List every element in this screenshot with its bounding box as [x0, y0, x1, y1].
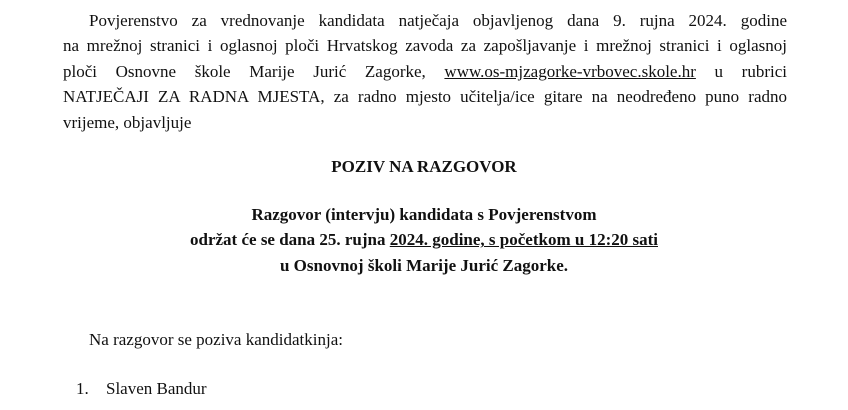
list-item — [76, 379, 207, 399]
details-time-text: 2024. godine, s početkom u 12:20 sati — [389, 230, 658, 250]
intro-line-3 — [63, 59, 787, 84]
intro-line-1: Povjerenstvo za vrednovanje kandidata natječaja objavljenog dana 9. rujna 2024. godine — [89, 11, 787, 30]
intro-line-2: na mrežnoj stranici i oglasnoj ploči Hrvatskog zavoda za zapošljavanje i mrežnoj stranici i oglasnoj — [63, 36, 787, 56]
document-heading: POZIV NA RAZGOVOR — [331, 157, 517, 176]
details-line-2 — [0, 227, 848, 252]
intro-line-4: NATJEČAJI ZA RADNA MJESTA, za radno mjesto učitelja/ice gitare na neodređeno puno radno — [63, 87, 787, 107]
school-website-link[interactable]: www.os-mjzagorke-vrbovec.skole.hr — [444, 61, 696, 81]
intro-line-3-start: ploči Osnovne škole Marije Jurić Zagorke, — [63, 61, 445, 81]
invite-text: Na razgovor se poziva kandidatkinja: — [89, 330, 343, 349]
candidate-name: Slaven Bandur — [106, 379, 207, 398]
details-line-3: u Osnovnoj školi Marije Jurić Zagorke. — [279, 255, 569, 275]
intro-paragraph — [63, 8, 787, 135]
intro-line-3-end: u rubrici — [695, 61, 787, 81]
interview-details — [0, 202, 848, 278]
details-line-1: Razgovor (intervju) kandidata s Povjerenstvom — [251, 205, 597, 224]
details-date-text: održat će se dana 25. rujna — [190, 230, 390, 250]
intro-line-5: vrijeme, objavljuje — [63, 112, 192, 132]
candidate-number: 1. — [76, 379, 89, 398]
